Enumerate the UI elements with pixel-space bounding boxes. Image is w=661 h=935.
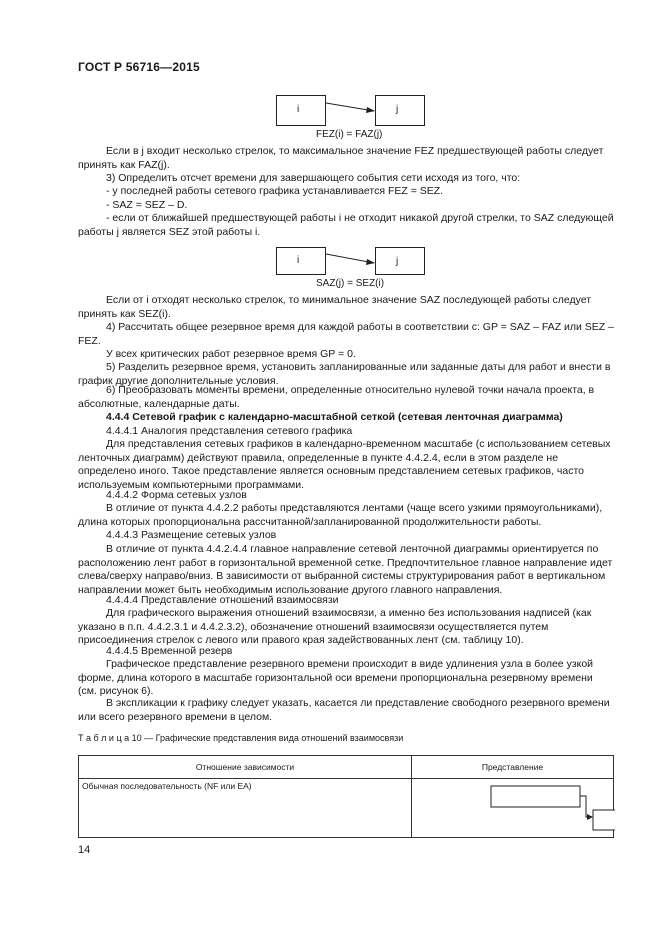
table-caption: Т а б л и ц а 10 — Графические представления вида отношений взаимосвязи <box>78 733 404 743</box>
page-number: 14 <box>78 844 91 856</box>
paragraph: 6) Преобразовать моменты времени, определенные относительно нулевой точки начала проекта, в абсолютные, календарные даты. <box>78 384 595 410</box>
diagram-caption: SAZ(j) = SEZ(i) <box>316 278 385 289</box>
paragraph: Если от i отходят несколько стрелок, то минимальное значение SAZ последующей работы следует принять как SEZ(i). <box>78 294 592 320</box>
paragraph: В отличие от пункта 4.4.2.2 работы представляются лентами (чаще всего узкими прямоугольниками), длина которых пропорциональна рассчитанной/запланированной продолжительности работы. <box>78 502 603 528</box>
node-j-label: j <box>396 256 399 267</box>
subsection-heading: 4.4.4.4 Представление отношений взаимосвязи <box>106 594 339 606</box>
node-j-label: j <box>396 104 399 115</box>
paragraph: У всех критических работ резервное время GP = 0. <box>106 348 356 360</box>
table-cell <box>412 779 614 838</box>
node-i-label: i <box>297 104 300 115</box>
successor-bar <box>593 810 615 830</box>
relations-table <box>78 755 614 838</box>
table-row <box>79 779 614 838</box>
document-header: ГОСТ Р 56716—2015 <box>78 60 200 74</box>
paragraph: - если от ближайшей предшествующей работы i не отходит никакой другой стрелки, то SAZ следующей работы j является SEZ этой работы i. <box>78 212 614 238</box>
node-i-box <box>276 247 326 275</box>
arrow-right-icon <box>326 252 376 268</box>
paragraph: В экспликации к графику следует указать, касается ли представление свободного резервного времени или всего резервного времени в целом. <box>78 697 610 723</box>
node-i-label: i <box>297 255 300 266</box>
column-header: Представление <box>412 756 614 779</box>
subsection-heading: 4.4.4.3 Размещение сетевых узлов <box>106 529 277 541</box>
predecessor-bar <box>491 786 580 807</box>
paragraph: Если в j входит несколько стрелок, то максимальное значение FEZ предшествующей работы следует принять как FAZ(j). <box>78 145 604 171</box>
table-header-row <box>79 756 614 779</box>
paragraph: - у последней работы сетевого графика устанавливается FEZ = SEZ. <box>106 185 444 197</box>
paragraph: Для графического выражения отношений взаимосвязи, а именно без использования надписей (как указано в п.п. 4.4.2.3.1 и 4.4.2.3.2), обозначение отношений взаимосвязи осуществляется путем присоединения стрелок с левого или правого края задействованных лент (см. таблицу 10). <box>78 607 592 647</box>
node-j-box <box>375 95 425 126</box>
node-i-box <box>276 95 326 126</box>
relation-name: Обычная последовательность (NF или EA) <box>82 781 252 791</box>
paragraph: - SAZ = SEZ – D. <box>106 199 188 211</box>
paragraph: Для представления сетевых графиков в календарно-временном масштабе (с использованием сетевых ленточных диаграмм) действуют правила, определенные в пункте 4.4.2.4, если в этом разделе не определено иного. Такое представление является основным представлением сетевых графиков, часто используемым компьютерными программами. <box>78 438 611 491</box>
section-heading: 4.4.4 Сетевой график с календарно-масштабной сеткой (сетевая ленточная диаграмма) <box>106 411 563 423</box>
subsection-heading: 4.4.4.1 Аналогия представления сетевого графика <box>106 425 353 437</box>
subsection-heading: 4.4.4.5 Временной резерв <box>106 645 233 657</box>
arrow-icon <box>587 814 593 820</box>
column-header: Отношение зависимости <box>79 756 412 779</box>
connector-line <box>580 796 590 817</box>
paragraph: Графическое представление резервного времени происходит в виде удлинения узла в более узкой форме, длина которого в масштабе горизонтальной оси времени пропорциональна резервному времени (см. рисунок 6). <box>78 658 594 698</box>
paragraph: 4) Рассчитать общее резервное время для каждой работы в соответствии с: GP = SAZ – FAZ или SEZ – FEZ. <box>78 321 614 347</box>
paragraph: 5) Разделить резервное время, установить запланированные или заданные даты для работ и внести в график другие дополнительные условия. <box>78 361 611 387</box>
subsection-heading: 4.4.4.2 Форма сетевых узлов <box>106 489 247 501</box>
sequence-diagram <box>412 779 615 837</box>
paragraph: 3) Определить отсчет времени для завершающего события сети исходя из того, что: <box>106 172 521 184</box>
arrow-right-icon <box>326 102 376 116</box>
diagram-caption: FEZ(i) = FAZ(j) <box>316 129 383 140</box>
node-j-box <box>375 247 425 275</box>
table-cell <box>79 779 412 838</box>
paragraph: В отличие от пункта 4.4.2.4.4 главное направление сетевой ленточной диаграммы ориентируется по расположению лент работ в горизонтальной временной сетке. Предпочтительное главное направление идет слева/сверху направо/вниз. В зависимости от выбранной системы структурирования работ в вертикальном направлении может быть необходимым использование другого главного направления. <box>78 543 613 596</box>
